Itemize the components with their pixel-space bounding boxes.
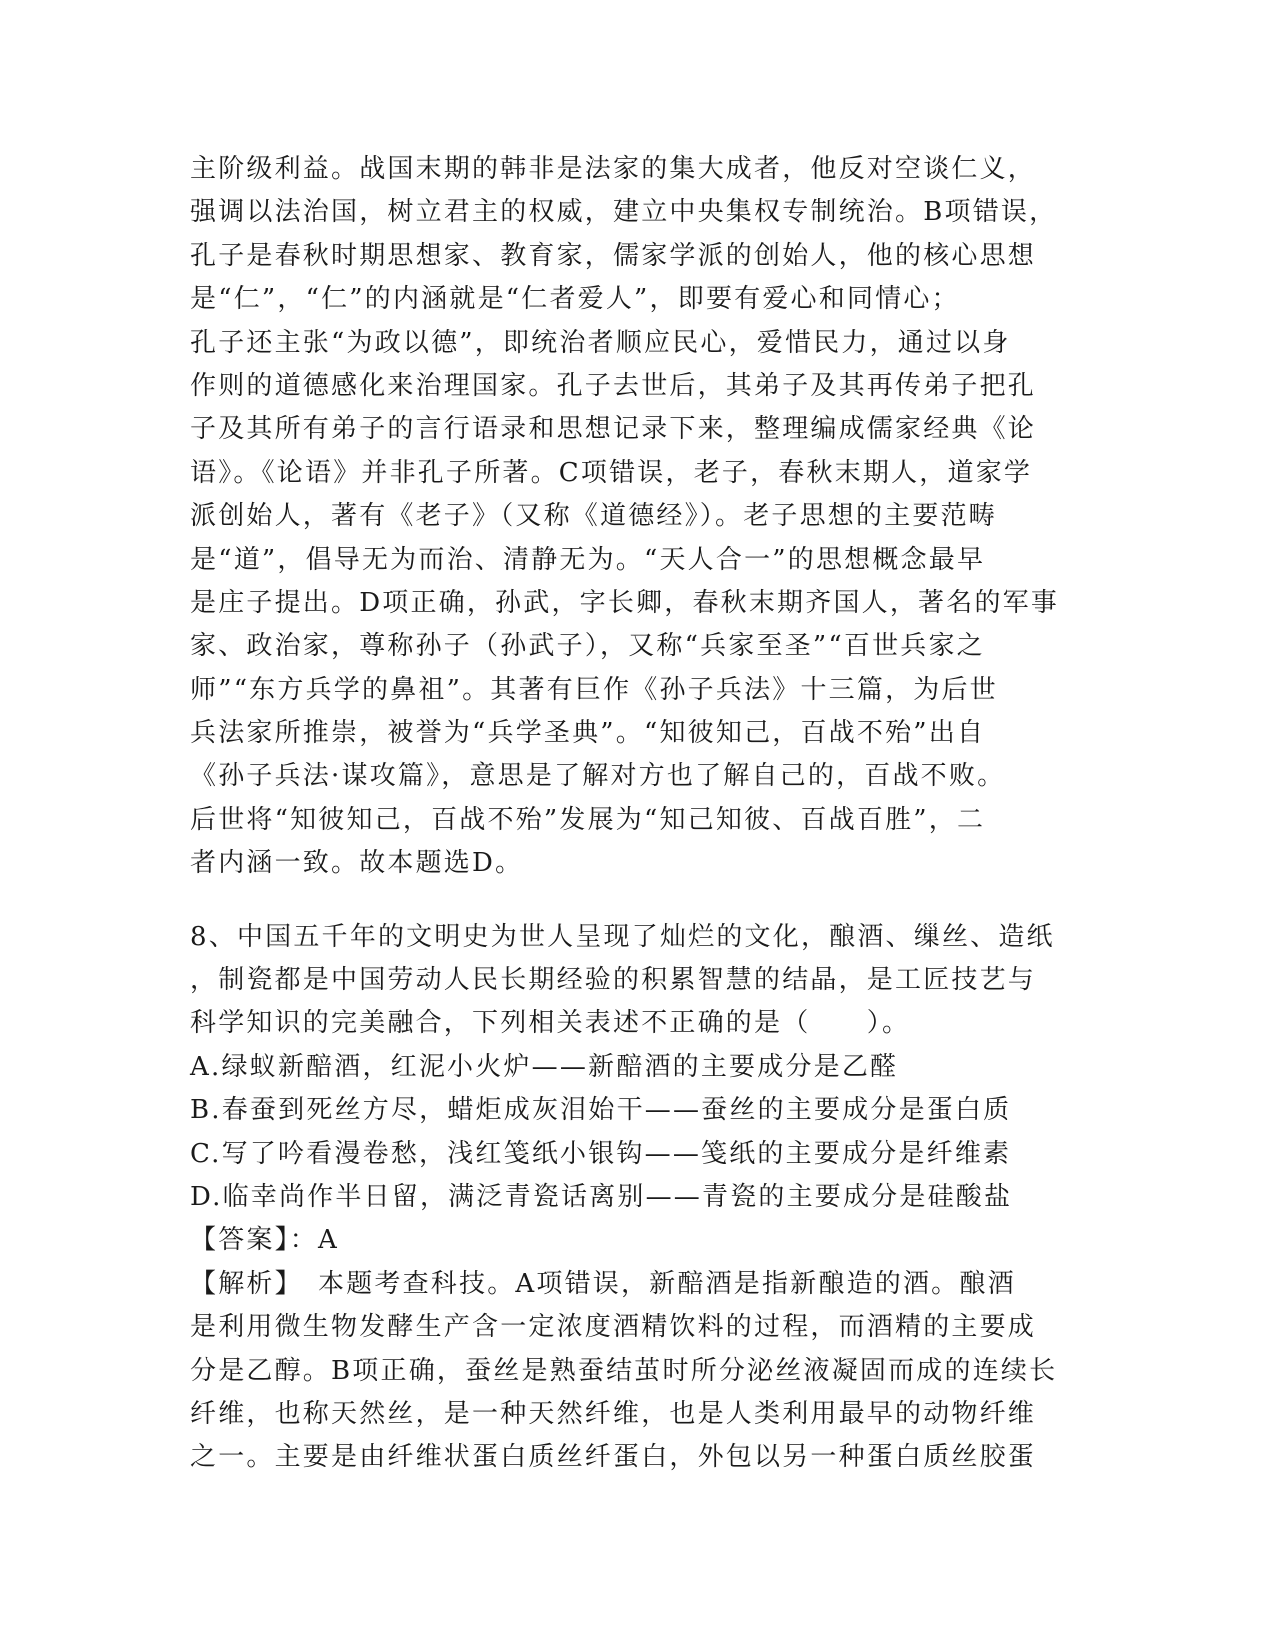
- text-line: 《孙子兵法·谋攻篇》，意思是了解对方也了解自己的，百战不败。: [190, 761, 1006, 792]
- text-line: 家、政治家，尊称孙子（孙武子），又称“兵家至圣”“百世兵家之: [190, 631, 985, 662]
- answer-line: 【答案】：A: [190, 1225, 339, 1256]
- text-line: 孔子是春秋时期思想家、教育家，儒家学派的创始人，他的核心思想: [190, 240, 1037, 271]
- option-d: D.临幸尚作半日留，满泛青瓷话离别——青瓷的主要成分是硅酸盐: [190, 1182, 1013, 1213]
- text-line: 师”“东方兵学的鼻祖”。其著有巨作《孙子兵法》十三篇，为后世: [190, 674, 998, 705]
- option-b: B.春蚕到死丝方尽，蜡炬成灰泪始干——蚕丝的主要成分是蛋白质: [190, 1095, 1012, 1126]
- analysis-line: 纤维，也称天然丝，是一种天然纤维，也是人类利用最早的动物纤维: [190, 1399, 1037, 1429]
- paragraph-gap: [190, 886, 1090, 916]
- text-line: 者内涵一致。故本题选D。: [190, 848, 524, 879]
- analysis-line: 分是乙醇。B项正确，蚕丝是熟蚕结茧时所分泌丝液凝固而成的连续长: [190, 1355, 1058, 1386]
- text-line: 作则的道德感化来治理国家。孔子去世后，其弟子及其再传弟子把孔: [190, 370, 1037, 401]
- option-c: C.写了吟看漫卷愁，浅红笺纸小银钩——笺纸的主要成分是纤维素: [190, 1138, 1012, 1169]
- text-line: 强调以法治国，树立君主的权威，建立中央集权专制统治。B项错误，: [190, 197, 1058, 228]
- text-line: 子及其所有弟子的言行语录和思想记录下来，整理编成儒家经典《论: [190, 414, 1037, 445]
- text-line: 是“仁”，“仁”的内涵就是“仁者爱人”，即要有爱心和同情心；: [190, 284, 960, 315]
- question-stem-line: 8、中国五千年的文明史为世人呈现了灿烂的文化，酿酒、缫丝、造纸: [190, 921, 1055, 952]
- text-line: 派创始人，著有《老子》（又称《道德经》）。老子思想的主要范畴: [190, 501, 998, 532]
- text-line: 是“道”，倡导无为而治、清静无为。“天人合一”的思想概念最早: [190, 544, 986, 575]
- text-line: 后世将“知彼知己，百战不殆”发展为“知己知彼、百战百胜”，二: [190, 804, 986, 835]
- analysis-line: 【解析】 本题考查科技。A项错误，新醅酒是指新酿造的酒。酿酒: [190, 1268, 1016, 1299]
- text-line: 主阶级利益。战国末期的韩非是法家的集大成者，他反对空谈仁义，: [190, 154, 1037, 184]
- question-stem-line: 科学知识的完美融合，下列相关表述不正确的是（ ）。: [190, 1008, 911, 1039]
- analysis-line: 是利用微生物发酵生产含一定浓度酒精饮料的过程，而酒精的主要成: [190, 1312, 1037, 1343]
- option-a: A.绿蚁新醅酒，红泥小火炉——新醅酒的主要成分是乙醛: [190, 1051, 899, 1082]
- text-line: 孔子还主张“为政以德”，即统治者顺应民心，爱惜民力，通过以身: [190, 327, 1011, 358]
- question-stem-line: ，制瓷都是中国劳动人民长期经验的积累智慧的结晶，是工匠技艺与: [190, 965, 1037, 996]
- document-page: [190, 148, 1090, 1480]
- text-line: 语》。《论语》并非孔子所著。C项错误，老子，春秋末期人，道家学: [190, 457, 1033, 488]
- analysis-line: 之一。主要是由纤维状蛋白质丝纤蛋白，外包以另一种蛋白质丝胶蛋: [190, 1442, 1037, 1473]
- text-line: 兵法家所推崇，被誉为“兵学圣典”。“知彼知己，百战不殆”出自: [190, 718, 986, 749]
- previous-explanation-paragraph: [190, 148, 1090, 886]
- text-line: 是庄子提出。D项正确，孙武，字长卿，春秋末期齐国人，著名的军事: [190, 587, 1060, 618]
- question-8: [190, 916, 1090, 1480]
